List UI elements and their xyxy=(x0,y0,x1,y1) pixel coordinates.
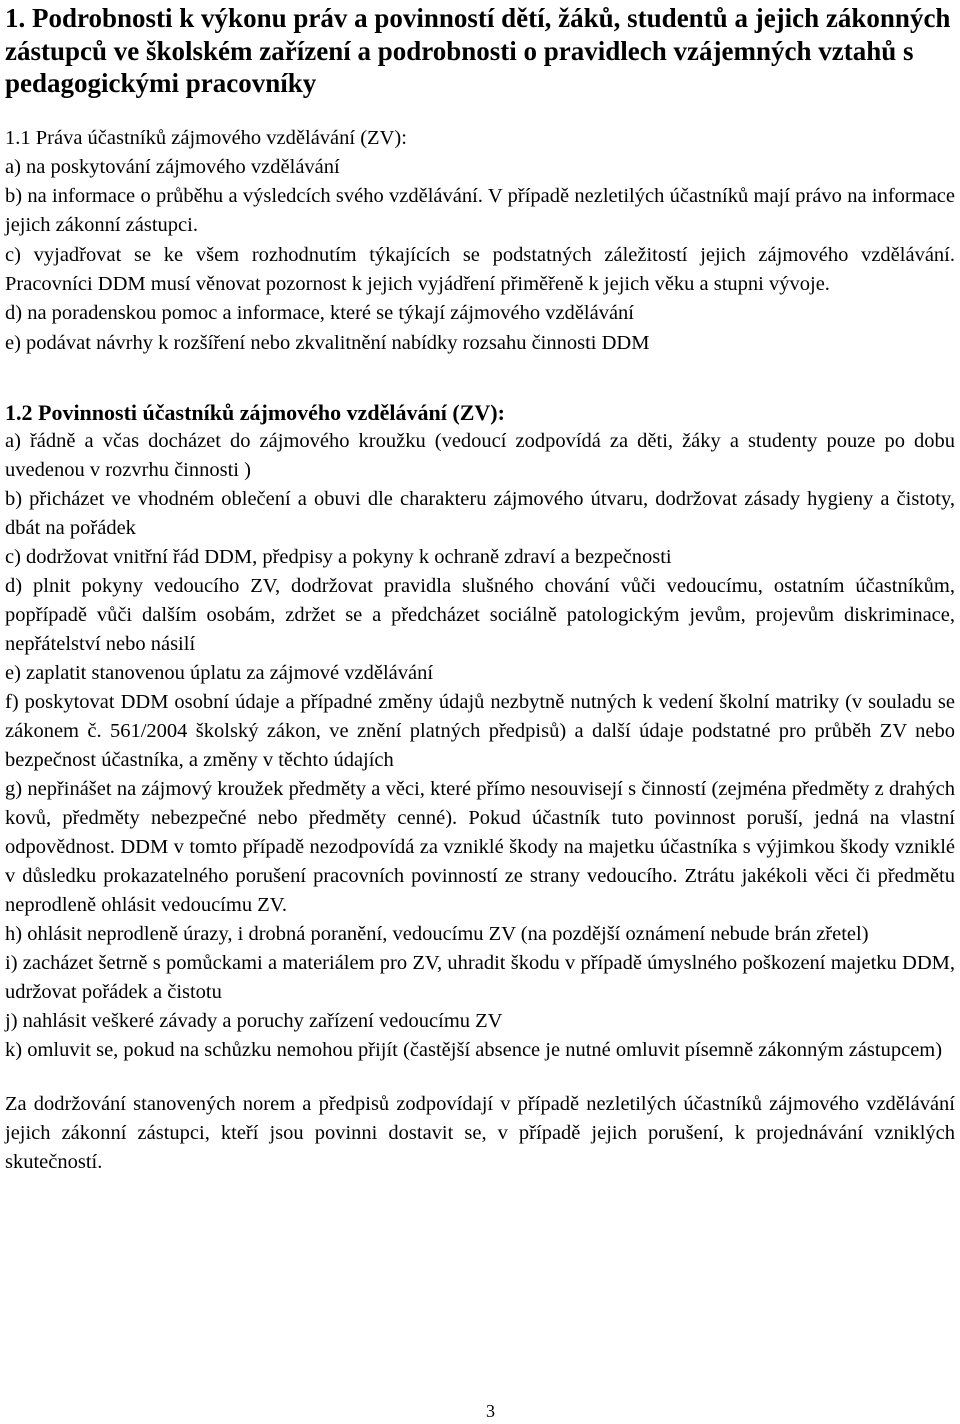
duties-item-a: a) řádně a včas docházet do zájmového kroužku (vedoucí zodpovídá za děti, žáky a studenty pouze po dobu uvedenou v rozvrhu činnosti ) xyxy=(5,429,955,481)
duties-item-e: e) zaplatit stanovenou úplatu za zájmové vzdělávání xyxy=(5,661,434,684)
duties-item-j: j) nahlásit veškeré závady a poruchy zařízení vedoucímu ZV xyxy=(5,1009,503,1032)
duties-item-f: f) poskytovat DDM osobní údaje a případné změny údajů nezbytně nutných k vedení školní matriky (v souladu se zákonem č. 561/2004 školský zákon, ve znění platných předpisů) a další údaje podstatné pro průběh ZV nebo bezpečnost účastníka, a změny v těchto údajích xyxy=(5,690,955,771)
section-duties-heading: 1.2 Povinnosti účastníků zájmového vzdělávání (ZV): xyxy=(5,399,505,425)
document-page xyxy=(5,0,955,1177)
section-rights-heading: 1.1 Práva účastníků zájmového vzdělávání (ZV): xyxy=(5,126,407,149)
rights-item-d: d) na poradenskou pomoc a informace, které se týkají zájmového vzdělávání xyxy=(5,302,634,325)
duties-item-d: d) plnit pokyny vedoucího ZV, dodržovat pravidla slušného chování vůči vedoucímu, ostatním účastníkům, popřípadě vůči dalším osobám, zdržet se a předcházet sociálně patologickým jevům, projevům diskriminace, nepřátelství nebo násilí xyxy=(5,574,955,655)
section-rights xyxy=(5,124,955,358)
duties-item-g: g) nepřinášet na zájmový kroužek předměty a věci, které přímo nesouvisejí s činností (zejména předměty z drahých kovů, předměty nebezpečné nebo předměty cenné). Pokud účastník tuto povinnost poruší, jedná na vlastní odpovědnost. DDM v tomto případě nezodpovídá za vzniklé škody na majetku účastníka s výjimkou škody vzniklé v důsledku prokazatelného porušení pracovních povinností ze strany vedoucího. Ztrátu jakékoli věci či předmětu neprodleně ohlásit vedoucímu ZV. xyxy=(5,777,955,916)
duties-item-b: b) přicházet ve vhodném oblečení a obuvi dle charakteru zájmového útvaru, dodržovat zásady hygieny a čistoty, dbát na pořádek xyxy=(5,487,955,539)
duties-item-i: i) zacházet šetrně s pomůckami a materiálem pro ZV, uhradit škodu v případě úmyslného poškození majetku DDM, udržovat pořádek a čistotu xyxy=(5,951,955,1003)
duties-item-c: c) dodržovat vnitřní řád DDM, předpisy a pokyny k ochraně zdraví a bezpečnosti xyxy=(5,545,672,568)
rights-item-a: a) na poskytování zájmového vzdělávání xyxy=(5,155,340,178)
rights-item-e: e) podávat návrhy k rozšíření nebo zkvalitnění nabídky rozsahu činnosti DDM xyxy=(5,331,650,354)
duties-item-h: h) ohlásit neprodleně úrazy, i drobná poranění, vedoucímu ZV (na pozdější oznámení nebude brán zřetel) xyxy=(5,922,869,945)
rights-item-b: b) na informace o průběhu a výsledcích svého vzdělávání. V případě nezletilých účastníků mají právo na informace jejich zákonní zástupci. xyxy=(5,185,955,237)
rights-item-c: c) vyjadřovat se ke všem rozhodnutím týkajících se podstatných záležitostí jejich zájmového vzdělávání. Pracovníci DDM musí věnovat pozornost k jejich vyjádření přiměřeně k jejich věku a stupni vývoje. xyxy=(5,243,955,295)
closing-paragraph: Za dodržování stanovených norem a předpisů zodpovídají v případě nezletilých účastníků zájmového vzdělávání jejich zákonní zástupci, kteří jsou povinni dostavit se, v případě jejich porušení, k projednávání vzniklých skutečností. xyxy=(5,1092,955,1173)
page-number: 3 xyxy=(486,1401,495,1421)
section-duties xyxy=(5,398,955,1065)
duties-item-k: k) omluvit se, pokud na schůzku nemohou přijít (častější absence je nutné omluvit písemně zákonným zástupcem) xyxy=(5,1038,943,1061)
document-title: 1. Podrobnosti k výkonu práv a povinností dětí, žáků, studentů a jejich zákonných zástupců ve školském zařízení a podrobnosti o pravidlech vzájemných vztahů s pedagogickými pracovníky xyxy=(5,3,951,98)
